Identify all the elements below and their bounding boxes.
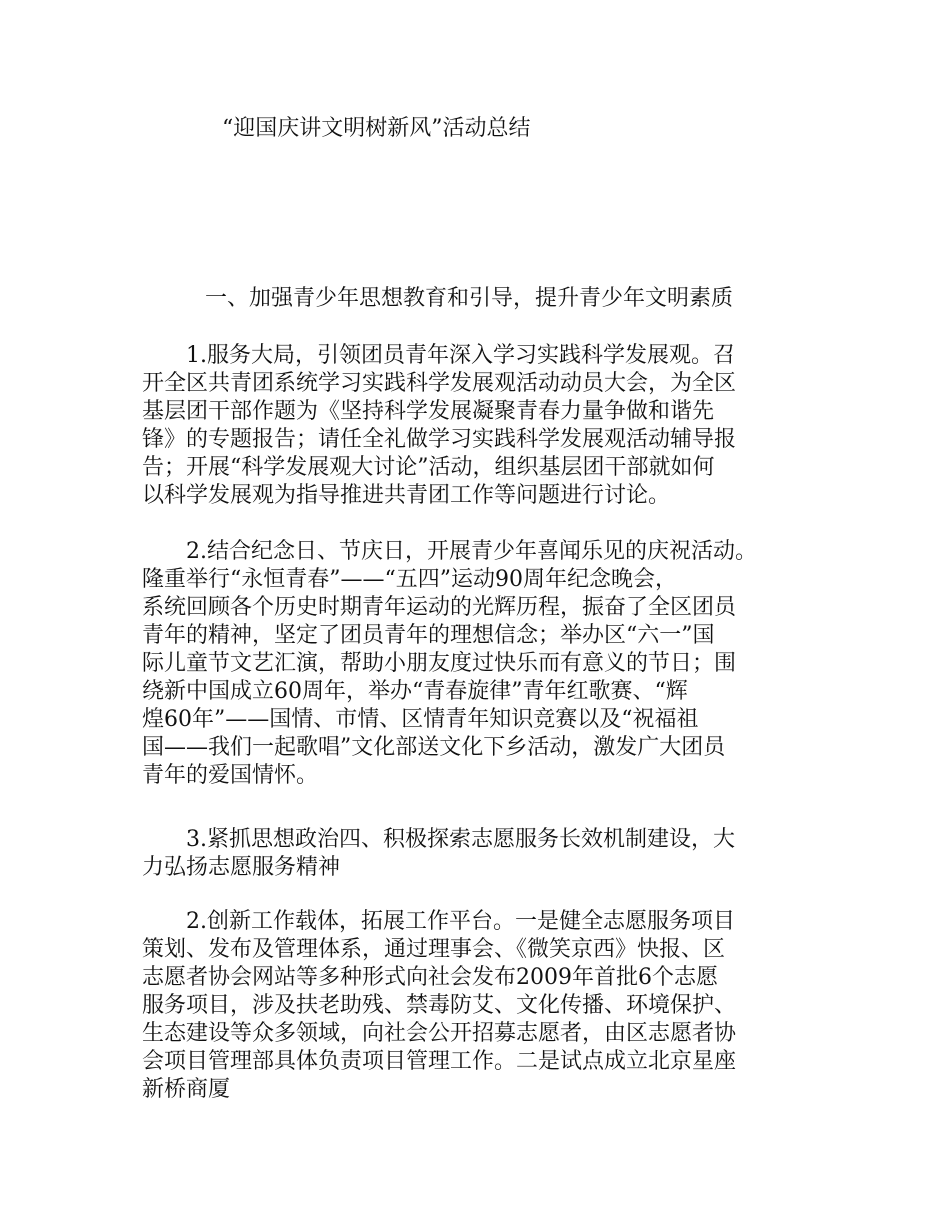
paragraph-2 xyxy=(142,538,832,790)
paragraph-line: 3.紧抓思想政治四、积极探索志愿服务长效机制建设，大 xyxy=(142,827,735,852)
paragraph-line: 隆重举行“永恒青春”——“五四”运动90周年纪念晚会， xyxy=(142,567,677,592)
paragraph-line: 青年的精神，坚定了团员青年的理想信念；举办区“六一”国 xyxy=(142,623,715,648)
paragraph-line: 绕新中国成立60周年，举办“青春旋律”青年红歌赛、“辉 xyxy=(142,679,688,704)
paragraph-line: 生态建设等众多领域，向社会公开招募志愿者，由区志愿者协 xyxy=(142,1021,737,1046)
paragraph-4 xyxy=(142,908,832,1104)
paragraph-line: 锋》的专题报告；请任全礼做学习实践科学发展观活动辅导报 xyxy=(142,427,737,452)
paragraph-line: 际儿童节文艺汇演，帮助小朋友度过快乐而有意义的节日；围 xyxy=(142,651,737,676)
paragraph-line: 以科学发展观为指导推进共青团工作等问题进行讨论。 xyxy=(142,483,671,508)
paragraph-line: 策划、发布及管理体系，通过理事会、《微笑京西》快报、区 xyxy=(142,937,726,962)
paragraph-line: 新桥商厦 xyxy=(142,1077,231,1102)
paragraph-line: 系统回顾各个历史时期青年运动的光辉历程，振奋了全区团员 xyxy=(142,595,737,620)
paragraph-1 xyxy=(142,342,832,510)
section-heading: 一、加强青少年思想教育和引导，提升青少年文明素质 xyxy=(205,286,734,311)
paragraph-line: 力弘扬志愿服务精神 xyxy=(142,855,341,880)
paragraph-line: 煌60年”——国情、市情、区情青年知识竞赛以及“祝福祖 xyxy=(142,707,699,732)
paragraph-line: 服务项目，涉及扶老助残、禁毒防艾、文化传播、环境保护、 xyxy=(142,993,737,1018)
paragraph-line: 1.服务大局，引领团员青年深入学习实践科学发展观。召 xyxy=(142,343,735,368)
paragraph-line: 基层团干部作题为《坚持科学发展凝聚青春力量争做和谐先 xyxy=(142,399,715,424)
paragraph-line: 2.创新工作载体，拓展工作平台。一是健全志愿服务项目 xyxy=(142,909,735,934)
document-title: “迎国庆讲文明树新风”活动总结 xyxy=(222,116,531,141)
paragraph-line: 国——我们一起歌唱”文化部送文化下乡活动，激发广大团员 xyxy=(142,735,726,760)
paragraph-line: 青年的爱国情怀。 xyxy=(142,763,319,788)
paragraph-line: 会项目管理部具体负责项目管理工作。二是试点成立北京星座 xyxy=(142,1049,737,1074)
paragraph-line: 志愿者协会网站等多种形式向社会发布2009年首批6个志愿 xyxy=(142,965,718,990)
paragraph-line: 2.结合纪念日、节庆日，开展青少年喜闻乐见的庆祝活动。 xyxy=(142,539,757,564)
paragraph-line: 告；开展“科学发展观大讨论”活动，组织基层团干部就如何 xyxy=(142,455,715,480)
paragraph-line: 开全区共青团系统学习实践科学发展观活动动员大会，为全区 xyxy=(142,371,737,396)
paragraph-3 xyxy=(142,826,832,882)
